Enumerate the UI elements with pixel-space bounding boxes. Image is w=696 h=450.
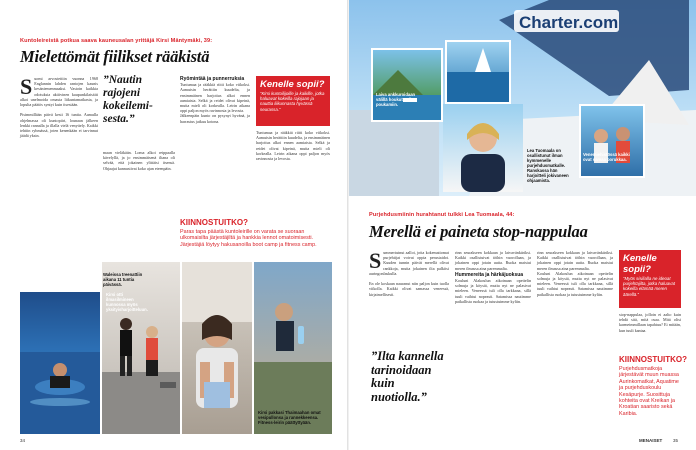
left-sidebar-body: Paras tapa päästä kuntoleirille on varata se suoraan ulkomaisilta järjestäjiltä ja hankkia lennot omatoimisesti. Järjestäjiä löytyy hakusanoilla boot camp ja fitness camp.: [180, 229, 317, 248]
right-headline: Merellä ei paineta stop-nappulaa: [369, 222, 588, 241]
right-kicker: Purjehdusmiinin hurahtanut tulkki Lea Tuomaala, 44:: [369, 212, 515, 218]
left-photo-portrait: [182, 262, 252, 434]
right-col1-text-b: En ole koskaan nauranut niin paljon kuin tuolla viikolla. Kaikki olivat samassa veneessä, kirjaimellisesti.: [369, 281, 449, 297]
left-col1-text-b: Pisimmillään päivä kesti 16 tuntia. Aamulla ohjelmassa oli kuntopiiri, lounaan jälkeen lenkki rannalla ja illalla vielä venyttely. Kaikki tehtiin ryhmässä, joten kenenkään ei tarvinnut jäädä yksin.: [20, 112, 98, 139]
left-subhead: Ryömintää ja punnerruksia: [180, 76, 245, 82]
water-bottle-image: [254, 262, 332, 434]
sea-image: [447, 42, 509, 102]
left-quote-box: [256, 76, 330, 126]
left-col1-text: uomi arvostettiin vuonna 1968 Englannin lahden rantojen kaunis kesäniemenmaaksi. Vastoin kaikkia odotuksia aktiivinen kaupunkilaisäiti alkoi unelmoida omasta liikuntamatkasta, ja lopulta päätös syntyi kuin itsestään.: [20, 76, 98, 108]
left-sidebar-head: KIINNOSTUITKO?: [180, 218, 248, 227]
left-column-2: maan vieläkään. Loma alkoi reippaalla kävelyllä, ja jo ensimmäisenä iltana oli selvää, että jokainen ylittäisi itsensä. Ohjaajat kannustivat koko ajan eteenpäin.: [103, 150, 175, 171]
crew-image: [581, 106, 643, 176]
right-subhead: Hummereita ja härkäjuoksua: [455, 271, 524, 278]
right-photo-lea: [443, 104, 523, 192]
right-column-3: [537, 250, 613, 297]
left-quote-text: ”Kirsi kuntoilijoille ja kaikille, jotka haluavat kokeilla rajojaan ja nauttia liikunnasta hyvässä seurassa.”: [260, 91, 325, 112]
right-col2-intro: rinn seurakseen kokkaan ja laivavänkäriksi. Kaikki osallistuivat töihin vuorollaan, ja jokainen oppi jotain uutta. Ruoka maistui meren ilmassa aina paremmalta.: [455, 250, 531, 271]
right-column-2: [455, 250, 531, 304]
right-dropcap: S: [369, 248, 382, 273]
left-column-3: [180, 75, 250, 124]
left-caption-1: Waleissa treenattiin aikana 11 tuntia päivässä.: [103, 272, 143, 287]
right-column-4: stop-nappulaa, jolloin ei aalto kuin tehdä sitä, mitä osaa. Mitä olisi karmeimmillaan tapahtuu? Ei mitään, kun tuuli kantaa.: [619, 312, 681, 333]
right-banner-text: Charter.com: [519, 13, 619, 32]
left-caption-3: Kirsi pakkasi Thaimaahan omat vesipullonsa ja rannekkeensa. Fitness-leirin päättyttyään.: [258, 410, 321, 425]
left-col3-text: Tuntumaa ja rääkkiä riitti koko viikoksi. Aamuisin herättiin kuudelta, ja ensimmäinen harjoitus alkoi ennen aamiaista. Selkä ja reidet olivat kipeinä, mutta mieli oli korkealla. Leirin aikana oppi paljon myös ravinnosta ja levosta.: [180, 82, 250, 114]
right-caption-3: Venemiehistössä kaikki ovat samaa porukkaa.: [583, 152, 630, 162]
right-col2-text-repeat: Kouluni Alakoulun aikoinaan opettelin solmuja ja köysiä, mutta nyt ne palasivat mieleen. Veneessä tuli olla tarkkana, sillä tuuli vaihtui nopeasti. Satamissa nautimme paikallista ruokaa ja tutustuimme kyliin.: [537, 270, 613, 297]
right-photo-bay: [371, 48, 443, 122]
right-magazine-name: MENAISET: [639, 438, 663, 443]
left-photo-exercise: [102, 262, 180, 434]
right-pull-quote: ”Ilta kannella tarinoidaan kuin nuotiolla.”: [371, 349, 444, 404]
left-column-1: [20, 76, 98, 138]
left-kicker: Kuntoleireistä potkua saava kauneusalan yrittäjä Kirsi Mäntymäki, 39:: [20, 38, 213, 44]
right-quote-head: Kenelle sopii?: [623, 253, 657, 275]
portrait-lea-image: [443, 104, 523, 192]
left-pull-quote: ”Nautin rajojeni kokeilemi-sesta.”: [103, 74, 153, 125]
right-page: [349, 0, 696, 450]
left-quote-head: Kenelle sopii?: [260, 79, 325, 90]
left-caption-2: Kirsi otti ilmasilmineen kunnossa myös yksityisharjoitteluun.: [106, 292, 148, 312]
left-col3-text-b: Jälkeenpäin kunto on pysynyt hyvänä, ja harrastus jatkuu kotona.: [180, 113, 250, 124]
left-photo-bottle: [254, 262, 332, 434]
right-column-1: [369, 250, 449, 297]
right-photo-crew: [579, 104, 645, 178]
right-page-number: 35: [673, 438, 679, 443]
exercise-scene-image: [102, 262, 180, 434]
left-column-4: [256, 130, 330, 161]
right-caption-2: Lea Tuomaala on osallistunut ilman kymmenelle purjehdusmatkalle. Ranskassa hän harjoitteli jokivaneen ohjaamista.: [527, 148, 569, 183]
right-photo-sea: [445, 40, 511, 104]
right-col1-text: ummertutnut aalloi, jotta kokemattomat purjehtijat voivat oppia perustaidot. Kuuden tunnin päivät merellä olivat rankkoja, mutta jokainen ilta palkitsi auringonlaskulla.: [369, 250, 449, 276]
water-workout-image: [20, 292, 100, 434]
left-col4-text: Tuntumaa ja rääkkiä riitti koko viikoksi. Aamuisin herättiin kuudelta, ja ensimmäinen harjoitus alkoi ennen aamiaista. Selkä ja reidet olivat kipeinä, mutta mieli oli korkealla. Leirin aikana oppi paljon myös ravinnosta ja levosta.: [256, 130, 330, 162]
left-photo-water: [20, 292, 100, 434]
left-dropcap: S: [20, 74, 33, 99]
portrait-kirsi-image: [182, 262, 252, 434]
right-col3-text: rinn seurakseen kokkaan ja laivavänkäriksi. Kaikki osallistuivat töihin vuorollaan, ja jokainen oppi jotain uutta. Ruoka maistui meren ilmassa aina paremmalta.: [537, 250, 613, 271]
left-page-number: 34: [20, 438, 26, 443]
right-quote-box: [619, 250, 681, 308]
right-sidebar-body: Purjehdusmatkoja järjestävät muun muassa Aurinkomatkat, Aquatime ja purjehduskoulu Kesäpurje. Suosittuja kohteita ovat Kreikan ja Kroatian saaristo sekä Karibia.: [619, 366, 679, 417]
left-headline: Mielettömät fiilikset rääkistä: [20, 47, 210, 66]
bay-image: [373, 50, 441, 120]
right-caption-1: Laiva ankkuroidaan välillä houkuttaviin poukamiin.: [376, 92, 416, 107]
right-col2-text: Kouluni Alakoulun aikoinaan opettelin solmuja ja köysiä, mutta nyt ne palasivat mieleen. Veneessä tuli olla tarkkana, sillä tuuli vaihtui nopeasti. Satamissa nautimme paikallista ruokaa ja tutustuimme kyliin.: [455, 278, 531, 304]
right-quote-text: ”Myös sisilialla ne ideoat purjehtajilta, jotka haluavat kokeilla elämää meren äärellä.”: [623, 276, 675, 297]
right-sidebar-head: KIINNOSTUITKO?: [619, 355, 687, 364]
